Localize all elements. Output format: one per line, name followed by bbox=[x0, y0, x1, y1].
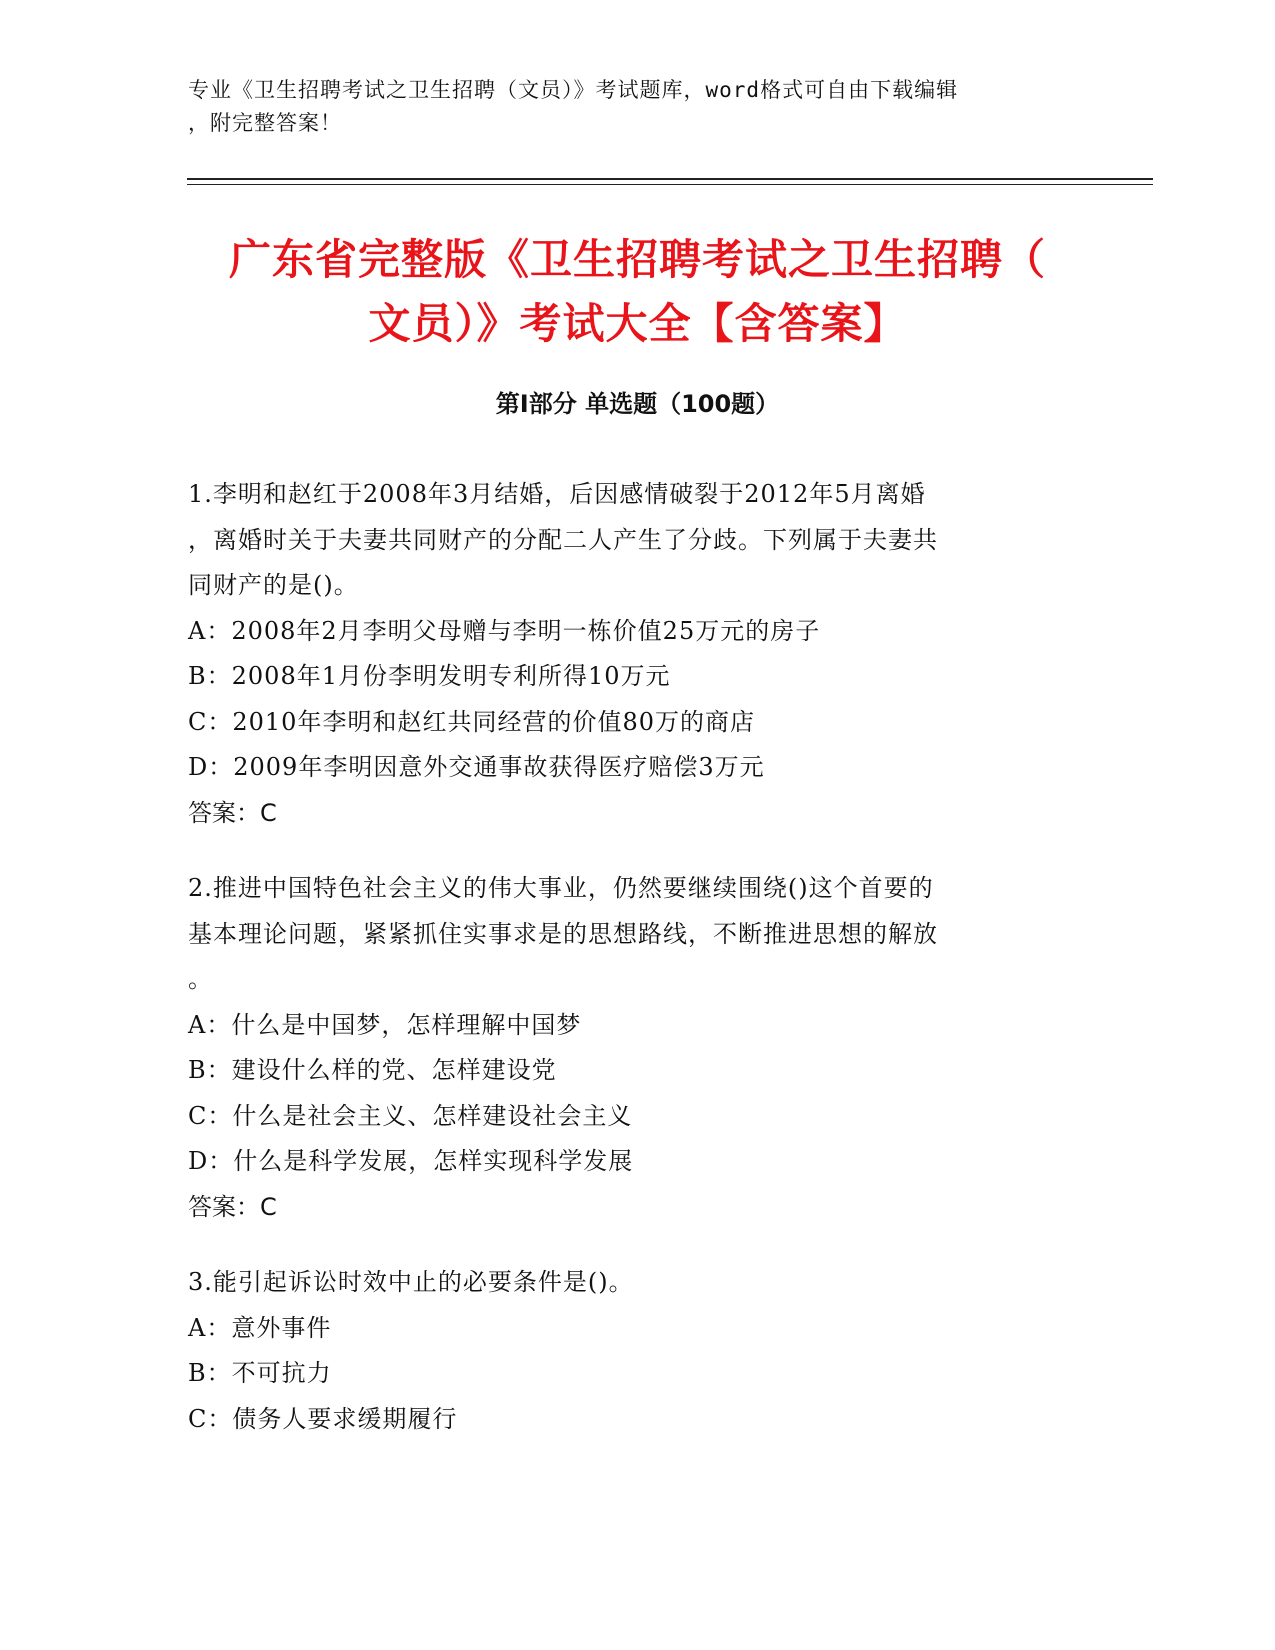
header-note bbox=[188, 74, 1068, 140]
document-title bbox=[150, 228, 1125, 356]
option-b: B：不可抗力 bbox=[188, 1359, 332, 1387]
question-stem-line: 同财产的是()。 bbox=[188, 571, 359, 599]
document-title-line-1: 广东省完整版《卫生招聘考试之卫生招聘（ bbox=[228, 235, 1046, 284]
question-3 bbox=[188, 1260, 1068, 1442]
question-stem-line: 。 bbox=[188, 965, 213, 993]
question-stem-line: 2.推进中国特色社会主义的伟大事业，仍然要继续围绕()这个首要的 bbox=[188, 874, 934, 902]
option-c: C：什么是社会主义、怎样建设社会主义 bbox=[188, 1101, 633, 1130]
option-a: A：意外事件 bbox=[188, 1313, 332, 1342]
question-stem-line: 3.能引起诉讼时效中止的必要条件是()。 bbox=[188, 1268, 634, 1296]
question-stem-line: ，离婚时关于夫妻共同财产的分配二人产生了分歧。下列属于夫妻共 bbox=[188, 525, 938, 554]
answer-label: 答案：C bbox=[188, 798, 277, 827]
header-rule-thick bbox=[187, 178, 1153, 180]
option-d: D：什么是科学发展，怎样实现科学发展 bbox=[188, 1147, 634, 1175]
option-b: B：建设什么样的党、怎样建设党 bbox=[188, 1056, 557, 1084]
question-1 bbox=[188, 472, 1068, 836]
header-note-line-2: ，附完整答案！ bbox=[188, 111, 342, 135]
question-list bbox=[188, 472, 1068, 1472]
option-d: D：2009年李明因意外交通事故获得医疗赔偿3万元 bbox=[188, 753, 765, 781]
option-c: C：债务人要求缓期履行 bbox=[188, 1404, 458, 1433]
header-rule-thin bbox=[187, 184, 1153, 185]
option-b: B：2008年1月份李明发明专利所得10万元 bbox=[188, 662, 671, 690]
question-stem-line: 基本理论问题，紧紧抓住实事求是的思想路线，不断推进思想的解放 bbox=[188, 919, 938, 948]
section-heading: 第Ⅰ部分 单选题（100题） bbox=[495, 390, 780, 418]
answer-label: 答案：C bbox=[188, 1192, 277, 1221]
option-a: A：2008年2月李明父母赠与李明一栋价值25万元的房子 bbox=[188, 616, 821, 645]
header-note-line-1: 专业《卫生招聘考试之卫生招聘（文员）》考试题库，word格式可自由下载编辑 bbox=[188, 78, 959, 102]
question-2 bbox=[188, 866, 1068, 1230]
option-c: C：2010年李明和赵红共同经营的价值80万的商店 bbox=[188, 707, 755, 736]
document-title-line-2: 文员）》考试大全【含答案】 bbox=[368, 299, 907, 348]
option-a: A：什么是中国梦，怎样理解中国梦 bbox=[188, 1010, 582, 1039]
question-stem-line: 1.李明和赵红于2008年3月结婚，后因感情破裂于2012年5月离婚 bbox=[188, 480, 926, 508]
